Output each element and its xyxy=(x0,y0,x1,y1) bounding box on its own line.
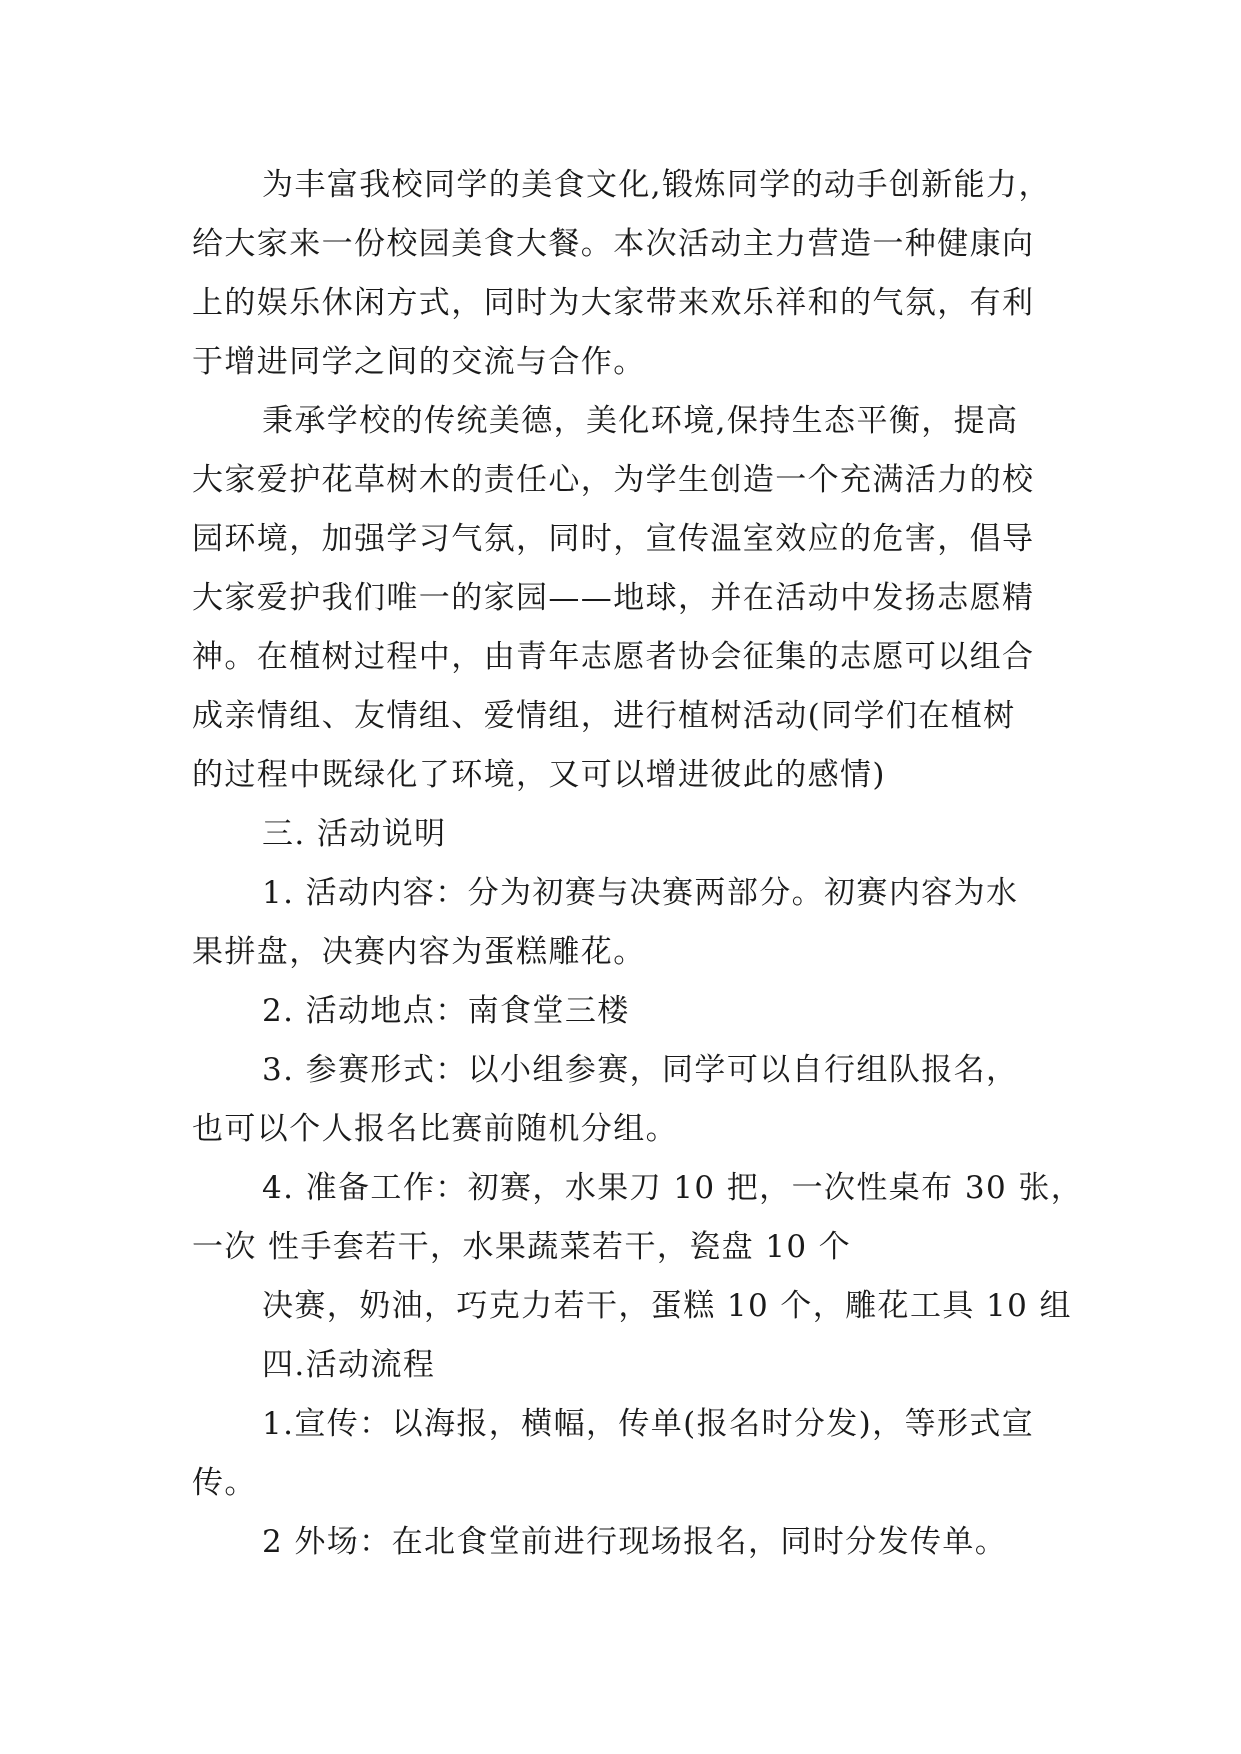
text-line: 上的娱乐休闲方式，同时为大家带来欢乐祥和的气氛，有利 xyxy=(192,285,1035,321)
section-heading-activity-process xyxy=(192,1336,1241,1395)
list-item-content xyxy=(192,864,1241,982)
text-line: 1.宣传：以海报，横幅，传单(报名时分发)，等形式宣 xyxy=(262,1406,1035,1442)
text-line: 大家爱护花草树木的责任心，为学生创造一个充满活力的校 xyxy=(192,462,1035,498)
list-item-format xyxy=(192,1041,1241,1159)
text-line: 2. 活动地点：南食堂三楼 xyxy=(262,993,630,1029)
list-item-final-preparation xyxy=(192,1277,1241,1336)
text-line: 神。在植树过程中，由青年志愿者协会征集的志愿可以组合 xyxy=(192,639,1035,675)
text-line: 2 外场：在北食堂前进行现场报名，同时分发传单。 xyxy=(262,1524,1008,1560)
list-item-location xyxy=(192,982,1241,1041)
section-heading: 三. 活动说明 xyxy=(262,816,447,852)
text-line: 的过程中既绿化了环境，又可以增进彼此的感情) xyxy=(192,757,886,793)
text-line: 大家爱护我们唯一的家园——地球，并在活动中发扬志愿精 xyxy=(192,580,1035,616)
paragraph-purpose xyxy=(192,156,1241,392)
text-line: 传。 xyxy=(192,1465,257,1501)
text-line: 于增进同学之间的交流与合作。 xyxy=(192,344,646,380)
text-line: 3. 参赛形式：以小组参赛，同学可以自行组队报名， xyxy=(262,1052,1019,1088)
list-item-publicity xyxy=(192,1395,1241,1513)
text-line: 秉承学校的传统美德，美化环境,保持生态平衡，提高 xyxy=(262,403,1019,439)
text-line: 园环境，加强学习气氛，同时，宣传温室效应的危害，倡导 xyxy=(192,521,1035,557)
text-line: 一次 性手套若干，水果蔬菜若干，瓷盘 10 个 xyxy=(192,1229,852,1265)
section-heading-activity-description xyxy=(192,805,1241,864)
text-line: 果拼盘，决赛内容为蛋糕雕花。 xyxy=(192,934,646,970)
text-line: 给大家来一份校园美食大餐。本次活动主力营造一种健康向 xyxy=(192,226,1035,262)
text-line: 为丰富我校同学的美食文化,锻炼同学的动手创新能力， xyxy=(262,167,1051,203)
paragraph-tree-planting xyxy=(192,392,1241,805)
list-item-outdoor xyxy=(192,1513,1241,1572)
text-line: 决赛，奶油，巧克力若干，蛋糕 10 个，雕花工具 10 组 xyxy=(262,1288,1072,1324)
text-line: 成亲情组、友情组、爱情组，进行植树活动(同学们在植树 xyxy=(192,698,1016,734)
text-line: 1. 活动内容：分为初赛与决赛两部分。初赛内容为水 xyxy=(262,875,1019,911)
text-line: 4. 准备工作：初赛，水果刀 10 把，一次性桌布 30 张， xyxy=(262,1170,1084,1206)
text-line: 也可以个人报名比赛前随机分组。 xyxy=(192,1111,678,1147)
list-item-preparation xyxy=(192,1159,1241,1277)
section-heading: 四.活动流程 xyxy=(262,1347,436,1383)
